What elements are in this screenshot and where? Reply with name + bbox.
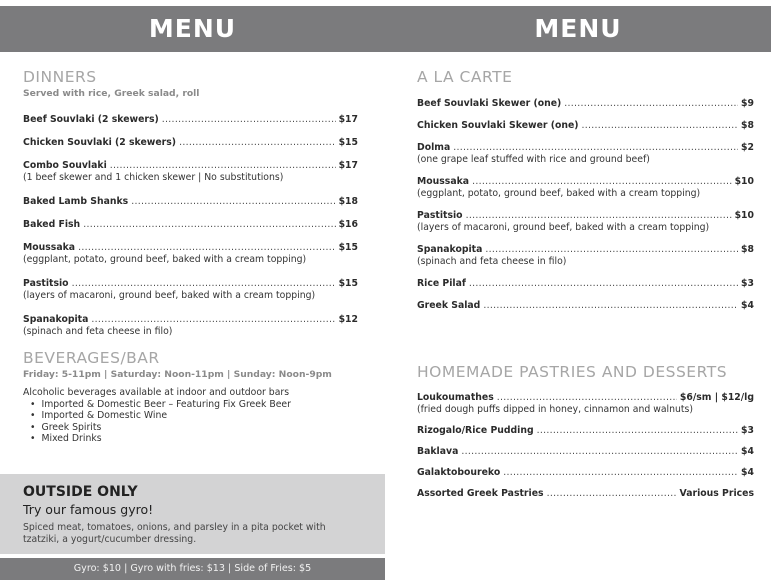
menu-item-row — [417, 446, 754, 458]
menu-item — [417, 176, 754, 200]
outside-description: Spiced meat, tomatoes, onions, and parsley in a pita pocket with tzatziki, a yogurt/cucumber dressing. — [23, 522, 326, 545]
dot-leader — [547, 488, 677, 500]
menu-item — [23, 196, 358, 208]
menu-item-name: Beef Souvlaki (2 skewers) — [23, 114, 159, 125]
menu-item — [417, 98, 754, 110]
menu-item-row — [23, 160, 358, 172]
menu-item — [23, 137, 358, 149]
menu-item-price: Various Prices — [679, 488, 754, 499]
menu-item-name: Rice Pilaf — [417, 278, 466, 289]
dot-leader — [179, 137, 336, 149]
menu-item-name: Assorted Greek Pastries — [417, 488, 544, 499]
beverages-title: BEVERAGES/BAR — [23, 349, 160, 367]
menu-item-price: $17 — [338, 114, 358, 125]
menu-item-name: Moussaka — [417, 176, 470, 187]
outside-only-box — [0, 474, 385, 554]
menu-item-name: Dolma — [417, 142, 451, 153]
menu-header-right: MENU — [385, 6, 771, 52]
menu-item-name: Baked Lamb Shanks — [23, 196, 129, 207]
menu-item-name: Spanakopita — [23, 314, 89, 325]
gyro-price-bar: Gyro: $10 | Gyro with fries: $13 | Side of Fries: $5 — [0, 558, 385, 580]
beverages-list — [23, 399, 358, 445]
menu-header-left: MENU — [0, 6, 385, 52]
menu-item-price: $10 — [734, 210, 754, 221]
dot-leader — [461, 446, 738, 458]
menu-item-price: $12 — [338, 314, 358, 325]
dinners-subtitle: Served with rice, Greek salad, roll — [23, 88, 200, 99]
menu-item — [23, 278, 358, 302]
beverage-list-item: • Greek Spirits — [30, 422, 358, 434]
desserts-list — [417, 392, 754, 500]
menu-item — [417, 142, 754, 166]
menu-item — [23, 242, 358, 266]
desserts-title: HOMEMADE PASTRIES AND DESSERTS — [417, 363, 728, 381]
menu-item-row — [417, 176, 754, 188]
menu-item-price: $17 — [338, 160, 358, 171]
menu-item-description: (spinach and feta cheese in filo) — [417, 256, 567, 267]
menu-item-name: Rizogalo/Rice Pudding — [417, 425, 534, 436]
menu-item-row — [417, 210, 754, 222]
menu-item-price: $8 — [741, 120, 754, 131]
dot-leader — [564, 98, 738, 110]
menu-item-row — [417, 120, 754, 132]
menu-item-price: $3 — [741, 278, 754, 289]
right-column — [417, 68, 754, 500]
menu-item-name: Galaktoboureko — [417, 467, 501, 478]
menu-item — [417, 244, 754, 268]
menu-item-name: Chicken Souvlaki (2 skewers) — [23, 137, 177, 148]
menu-item-description: (eggplant, potato, ground beef, baked with a cream topping) — [417, 188, 701, 199]
menu-item-price: $15 — [338, 137, 358, 148]
menu-item-price: $15 — [338, 278, 358, 289]
menu-item-description: (spinach and feta cheese in filo) — [23, 326, 173, 337]
menu-item — [23, 160, 358, 184]
menu-item-row — [417, 467, 754, 479]
menu-item-name: Moussaka — [23, 242, 76, 253]
outside-title: OUTSIDE ONLY — [23, 484, 138, 500]
menu-item — [417, 278, 754, 290]
menu-item-price: $4 — [741, 446, 754, 457]
dot-leader — [83, 219, 335, 231]
menu-item-row — [417, 300, 754, 312]
beverage-list-item: • Mixed Drinks — [30, 433, 358, 445]
dot-leader — [466, 210, 732, 222]
menu-item-price: $6/sm | $12/lg — [679, 392, 754, 403]
menu-item-description: (layers of macaroni, ground beef, baked with a cream topping) — [417, 222, 710, 233]
menu-item-description: (fried dough puffs dipped in honey, cinnamon and walnuts) — [417, 404, 694, 415]
menu-item-price: $2 — [741, 142, 754, 153]
beverages-intro: Alcoholic beverages available at indoor and outdoor bars — [23, 387, 290, 398]
menu-item-name: Pastitsio — [417, 210, 463, 221]
menu-item-price: $3 — [741, 425, 754, 436]
dot-leader — [162, 114, 336, 126]
menu-item — [417, 210, 754, 234]
dinners-list — [23, 114, 358, 338]
menu-item — [23, 219, 358, 231]
menu-item-price: $4 — [741, 300, 754, 311]
menu-item — [417, 467, 754, 479]
menu-item-price: $15 — [338, 242, 358, 253]
menu-item-name: Combo Souvlaki — [23, 160, 107, 171]
dot-leader — [472, 176, 732, 188]
menu-item-row — [23, 196, 358, 208]
menu-item-description: (1 beef skewer and 1 chicken skewer | No substitutions) — [23, 172, 284, 183]
menu-item — [417, 425, 754, 437]
menu-item-price: $9 — [741, 98, 754, 109]
dot-leader — [78, 242, 336, 254]
dot-leader — [110, 160, 336, 172]
menu-item — [23, 314, 358, 338]
menu-item-name: Chicken Souvlaki Skewer (one) — [417, 120, 579, 131]
menu-item-price: $4 — [741, 467, 754, 478]
dot-leader — [453, 142, 738, 154]
menu-item-price: $8 — [741, 244, 754, 255]
menu-item-row — [417, 392, 754, 404]
dot-leader — [469, 278, 738, 290]
menu-item-price: $18 — [338, 196, 358, 207]
menu-item-name: Spanakopita — [417, 244, 483, 255]
outside-tagline: Try our famous gyro! — [23, 502, 154, 517]
alacarte-list — [417, 98, 754, 312]
dot-leader — [91, 314, 335, 326]
dot-leader — [537, 425, 738, 437]
menu-item-name: Greek Salad — [417, 300, 481, 311]
menu-item-row — [417, 488, 754, 500]
menu-item-name: Beef Souvlaki Skewer (one) — [417, 98, 562, 109]
menu-item-row — [23, 314, 358, 326]
alacarte-title: A LA CARTE — [417, 68, 513, 86]
left-column — [23, 68, 358, 445]
menu-item-name: Baked Fish — [23, 219, 81, 230]
menu-item-row — [23, 137, 358, 149]
menu-item-description: (layers of macaroni, ground beef, baked with a cream topping) — [23, 290, 316, 301]
menu-item-price: $10 — [734, 176, 754, 187]
menu-item-name: Pastitsio — [23, 278, 69, 289]
dot-leader — [483, 300, 738, 312]
menu-item-name: Loukoumathes — [417, 392, 494, 403]
menu-item — [23, 114, 358, 126]
menu-item-row — [23, 219, 358, 231]
menu-item — [417, 488, 754, 500]
menu-item-row — [417, 278, 754, 290]
menu-item — [417, 300, 754, 312]
beverage-list-item: • Imported & Domestic Beer – Featuring Fix Greek Beer — [30, 399, 358, 411]
dot-leader — [582, 120, 739, 132]
menu-item-row — [417, 244, 754, 256]
menu-item-description: (one grape leaf stuffed with rice and ground beef) — [417, 154, 650, 165]
menu-item — [417, 392, 754, 416]
dot-leader — [503, 467, 738, 479]
menu-item-row — [417, 142, 754, 154]
menu-item-row — [23, 114, 358, 126]
menu-item — [417, 120, 754, 132]
menu-item-description: (eggplant, potato, ground beef, baked with a cream topping) — [23, 254, 307, 265]
menu-item — [417, 446, 754, 458]
menu-item-row — [417, 98, 754, 110]
dot-leader — [131, 196, 335, 208]
dot-leader — [72, 278, 336, 290]
beverages-subtitle: Friday: 5-11pm | Saturday: Noon-11pm | Sunday: Noon-9pm — [23, 369, 332, 380]
menu-item-row — [23, 278, 358, 290]
dot-leader — [485, 244, 738, 256]
menu-item-row — [417, 425, 754, 437]
beverage-list-item: • Imported & Domestic Wine — [30, 410, 358, 422]
menu-item-name: Baklava — [417, 446, 459, 457]
menu-item-price: $16 — [338, 219, 358, 230]
menu-item-row — [23, 242, 358, 254]
dot-leader — [497, 392, 677, 404]
dinners-title: DINNERS — [23, 68, 97, 86]
